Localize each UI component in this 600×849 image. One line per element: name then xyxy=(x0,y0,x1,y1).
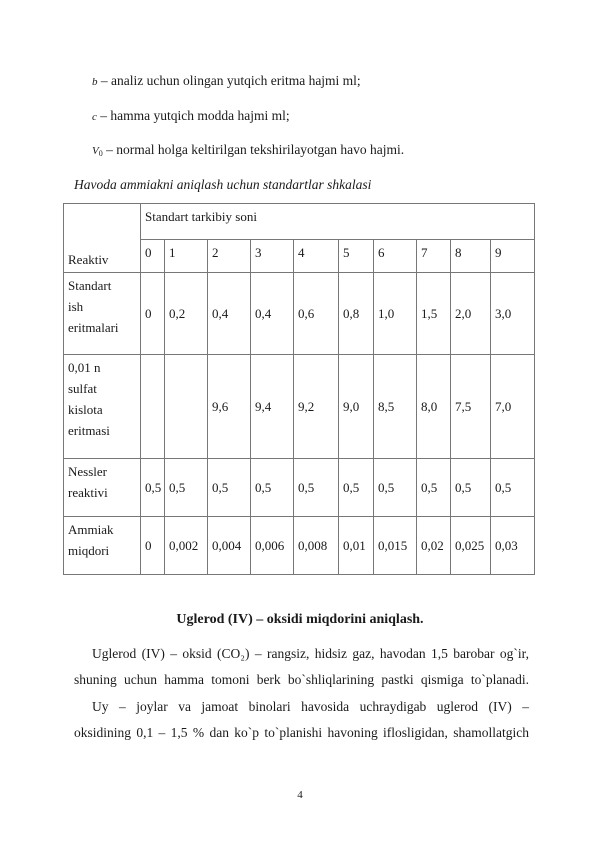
row-label-line: Nessler xyxy=(68,464,107,479)
table-cell: 0,002 xyxy=(165,517,208,575)
table-cell xyxy=(165,355,208,459)
table-cell: 7,5 xyxy=(451,355,491,459)
column-number: 2 xyxy=(208,240,251,273)
table-cell: 9,4 xyxy=(251,355,294,459)
table-row xyxy=(64,273,535,355)
column-number: 8 xyxy=(451,240,491,273)
definition-subscript: 0 xyxy=(98,149,103,158)
row-label-line: eritmasi xyxy=(68,423,110,438)
table-cell: 0,5 xyxy=(374,459,417,517)
row-label-line: Ammiak xyxy=(68,522,114,537)
table-row xyxy=(64,355,535,459)
table-cell: 0 xyxy=(141,517,165,575)
row-label-line: 0,01 n xyxy=(68,360,101,375)
column-number: 3 xyxy=(251,240,294,273)
group-header: Standart tarkibiy soni xyxy=(141,204,535,240)
definition-symbol: c xyxy=(92,111,97,123)
paragraph-2 xyxy=(74,694,529,746)
page-number: 4 xyxy=(297,789,303,801)
row-label xyxy=(64,273,141,355)
reaktiv-header: Reaktiv xyxy=(64,204,141,273)
table-cell: 0,4 xyxy=(208,273,251,355)
row-label-line: reaktivi xyxy=(68,485,108,500)
definition-b xyxy=(92,73,361,89)
table-cell: 0,006 xyxy=(251,517,294,575)
definition-v0 xyxy=(92,142,404,158)
table-cell: 9,2 xyxy=(294,355,339,459)
column-number: 4 xyxy=(294,240,339,273)
table-cell: 0,5 xyxy=(491,459,535,517)
table-cell: 0,5 xyxy=(251,459,294,517)
table-cell: 0,03 xyxy=(491,517,535,575)
table-cell: 0,5 xyxy=(451,459,491,517)
table-cell: 0,6 xyxy=(294,273,339,355)
table-cell: 0,5 xyxy=(339,459,374,517)
table-row xyxy=(64,459,535,517)
table-caption: Havoda ammiakni aniqlash uchun standartlar shkalasi xyxy=(74,177,372,192)
definition-text: – hamma yutqich modda hajmi ml; xyxy=(100,108,290,123)
row-label-line: Standart xyxy=(68,278,112,293)
table-cell: 0,015 xyxy=(374,517,417,575)
row-label-line: eritmalari xyxy=(68,320,119,335)
table-cell: 2,0 xyxy=(451,273,491,355)
table-cell: 0,2 xyxy=(165,273,208,355)
table-cell: 0,5 xyxy=(141,459,165,517)
paragraph-line: Uglerod (IV) – oksid (CO₂) – rangsiz, hidsiz gaz, havodan 1,5 barobar og`ir, xyxy=(92,646,529,661)
row-label-line: kislota xyxy=(68,402,103,417)
table-cell: 0,01 xyxy=(339,517,374,575)
table-cell: 8,0 xyxy=(417,355,451,459)
table-cell: 0,4 xyxy=(251,273,294,355)
table-cell: 1,0 xyxy=(374,273,417,355)
table-cell: 0,8 xyxy=(339,273,374,355)
paragraph-1 xyxy=(74,641,529,693)
table-cell: 0,5 xyxy=(294,459,339,517)
row-label-line: miqdori xyxy=(68,543,110,558)
row-label xyxy=(64,355,141,459)
definition-text: – analiz uchun olingan yutqich eritma hajmi ml; xyxy=(100,73,361,88)
table-cell: 0,5 xyxy=(208,459,251,517)
paragraph-line: shuning uchun hamma tomoni berk bo`shliqlarining pastki qismiga to`planadi. xyxy=(74,672,529,687)
table-cell: 0 xyxy=(141,273,165,355)
table-cell: 9,6 xyxy=(208,355,251,459)
column-number: 5 xyxy=(339,240,374,273)
column-number: 0 xyxy=(141,240,165,273)
table-cell: 8,5 xyxy=(374,355,417,459)
column-number: 6 xyxy=(374,240,417,273)
table-header-row xyxy=(64,204,535,240)
row-label xyxy=(64,459,141,517)
definition-text: – normal holga keltirilgan tekshirilayotgan havo hajmi. xyxy=(106,142,405,157)
table-cell: 1,5 xyxy=(417,273,451,355)
table-cell xyxy=(141,355,165,459)
definition-symbol: b xyxy=(92,76,98,88)
paragraph-line: oksidining 0,1 – 1,5 % dan ko`p to`planishi havoning iflosligidan, shamollatgich xyxy=(74,725,529,740)
table-cell: 0,008 xyxy=(294,517,339,575)
table-cell: 0,5 xyxy=(165,459,208,517)
table-cell: 0,004 xyxy=(208,517,251,575)
table-cell: 7,0 xyxy=(491,355,535,459)
section-heading: Uglerod (IV) – oksidi miqdorini aniqlash. xyxy=(176,612,424,627)
row-label-line: sulfat xyxy=(68,381,97,396)
definition-symbol: V xyxy=(92,145,99,157)
table-cell: 0,5 xyxy=(417,459,451,517)
table-row xyxy=(64,517,535,575)
table-cell: 0,025 xyxy=(451,517,491,575)
column-number: 9 xyxy=(491,240,535,273)
column-number: 7 xyxy=(417,240,451,273)
standards-table xyxy=(63,203,535,575)
definition-c xyxy=(92,108,290,124)
table-cell: 0,02 xyxy=(417,517,451,575)
column-number: 1 xyxy=(165,240,208,273)
paragraph-line: Uy – joylar va jamoat binolari havosida uchraydigab uglerod (IV) – xyxy=(92,699,529,714)
row-label xyxy=(64,517,141,575)
row-label-line: ish xyxy=(68,299,84,314)
table-cell: 3,0 xyxy=(491,273,535,355)
table-cell: 9,0 xyxy=(339,355,374,459)
